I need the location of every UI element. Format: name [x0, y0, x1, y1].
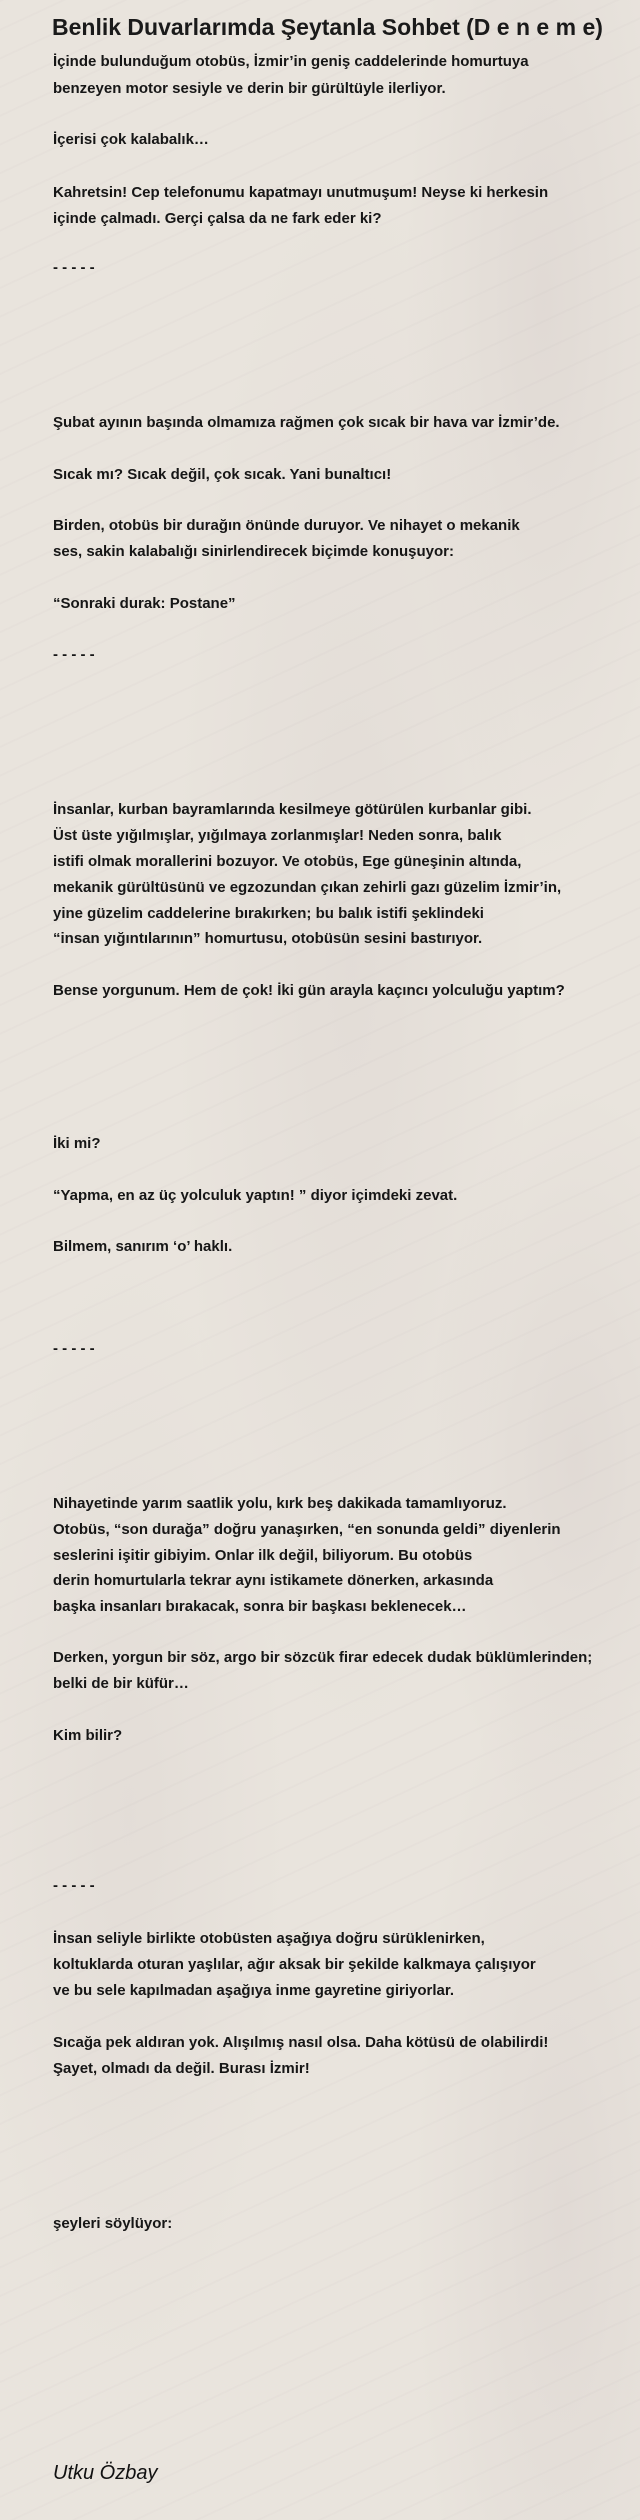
poem-line: Kahretsin! Cep telefonumu kapatmayı unutmuşum! Neyse ki herkesin [53, 184, 549, 201]
poem-line: benzeyen motor sesiyle ve derin bir gürültüyle ilerliyor. [53, 80, 446, 97]
poem-line: İki mi? [53, 1135, 101, 1152]
poem-line: Sıcağa pek aldıran yok. Alışılmış nasıl olsa. Daha kötüsü de olabilirdi! [53, 2034, 549, 2051]
poem-line: Üst üste yığılmışlar, yığılmaya zorlanmışlar! Neden sonra, balık [53, 827, 502, 844]
poem-line: Şubat ayının başında olmamıza rağmen çok sıcak bir hava var İzmir’de. [53, 414, 560, 431]
poem-line: Otobüs, “son durağa” doğru yanaşırken, “en sonunda geldi” diyenlerin [53, 1521, 561, 1538]
poem-line: Nihayetinde yarım saatlik yolu, kırk beş dakikada tamamlıyoruz. [53, 1495, 507, 1512]
poem-line: İnsanlar, kurban bayramlarında kesilmeye götürülen kurbanlar gibi. [53, 801, 532, 818]
poem-line: Kim bilir? [53, 1727, 123, 1744]
poem-line: Bense yorgunum. Hem de çok! İki gün arayla kaçıncı yolculuğu yaptım? [53, 982, 565, 999]
poem-line: ses, sakin kalabalığı sinirlendirecek biçimde konuşuyor: [53, 543, 454, 560]
poem-line: yine güzelim caddelerine bırakırken; bu balık istifi şeklindeki [53, 905, 484, 922]
poem-line: başka insanları bırakacak, sonra bir başkası beklenecek… [53, 1598, 467, 1615]
poem-line: Bilmem, sanırım ‘o’ haklı. [53, 1238, 233, 1255]
author-signature: Utku Özbay [53, 2462, 158, 2484]
poem-line: şeyleri söylüyor: [53, 2215, 173, 2232]
poem-line: derin homurtularla tekrar aynı istikamete dönerken, arkasında [53, 1572, 494, 1589]
poem-line: “Yapma, en az üç yolculuk yaptın! ” diyor içimdeki zevat. [53, 1187, 458, 1204]
poem-line: koltuklarda oturan yaşlılar, ağır aksak bir şekilde kalkmaya çalışıyor [53, 1956, 536, 1973]
poem-line: Derken, yorgun bir söz, argo bir sözcük firar edecek dudak büklümlerinden; [53, 1649, 593, 1666]
section-divider: - - - - - [53, 1340, 95, 1357]
poem-line: Şayet, olmadı da değil. Burası İzmir! [53, 2060, 310, 2077]
poem-line: Birden, otobüs bir durağın önünde duruyor. Ve nihayet o mekanik [53, 517, 520, 534]
poem-line: içinde çalmadı. Gerçi çalsa da ne fark eder ki? [53, 210, 382, 227]
poem-line: ve bu sele kapılmadan aşağıya inme gayretine giriyorlar. [53, 1982, 455, 1999]
poem-line: İçinde bulunduğum otobüs, İzmir’in geniş caddelerinde homurtuya [53, 53, 529, 70]
poem-line: belki de bir küfür… [53, 1675, 189, 1692]
poem-line: seslerini işitir gibiyim. Onlar ilk değil, biliyorum. Bu otobüs [53, 1547, 473, 1564]
section-divider: - - - - - [53, 1877, 95, 1894]
page-title: Benlik Duvarlarımda Şeytanla Sohbet (D e n e m e) [52, 14, 603, 40]
poem-line: “insan yığıntılarının” homurtusu, otobüsün sesini bastırıyor. [53, 930, 483, 947]
poem-line: istifi olmak morallerini bozuyor. Ve otobüs, Ege güneşinin altında, [53, 853, 522, 870]
section-divider: - - - - - [53, 646, 95, 663]
poem-line: İnsan seliyle birlikte otobüsten aşağıya doğru sürüklenirken, [53, 1930, 485, 1947]
poem-line: mekanik gürültüsünü ve egzozundan çıkan zehirli gazı güzelim İzmir’in, [53, 879, 562, 896]
poem-line: “Sonraki durak: Postane” [53, 595, 236, 612]
section-divider: - - - - - [53, 259, 95, 276]
poem-line: İçerisi çok kalabalık… [53, 131, 209, 148]
poem-line: Sıcak mı? Sıcak değil, çok sıcak. Yani bunaltıcı! [53, 466, 392, 483]
